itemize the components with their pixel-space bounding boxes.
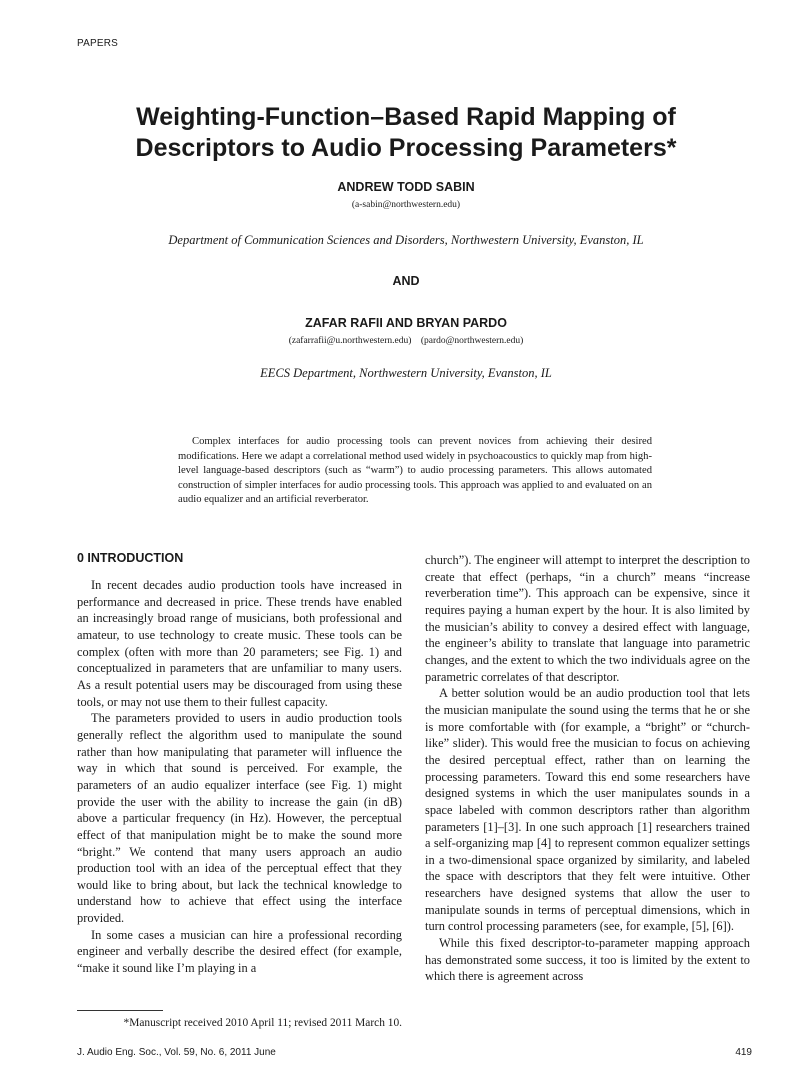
body-paragraph: While this fixed descriptor-to-parameter mapping approach has demonstrated some success, it too is limited by the extent to which there is agreement across [425, 936, 750, 984]
body-paragraph: church”). The engineer will attempt to interpret the description to create that effect (perhaps, “in a church” means “increase reverberation time”). This approach can be expensive, since it requires paying a human expert by the hour. It is also limited by the musician’s ability to convey a desired effect with language, the engineer’s ability to translate that language into parametric changes, and the extent to which the two individuals agree on the parametric correlates of that descriptor. [425, 553, 750, 684]
footnote: *Manuscript received 2010 April 11; revised 2011 March 10. [123, 1017, 402, 1029]
page-number: 419 [735, 1047, 752, 1058]
author-affiliation-1: Department of Communication Sciences and Disorders, Northwestern University, Evanston, IL [168, 233, 644, 247]
right-column [425, 552, 750, 985]
author-names-2: ZAFAR RAFII AND BRYAN PARDO [305, 316, 507, 330]
body-paragraph: A better solution would be an audio production tool that lets the musician manipulate the sound using the terms that he or she is more comfortable with (for example, a “bright” or “church-like” slider). This would free the musician to focus on achieving the desired perceptual effect, rather than on learning the processing parameters. Toward this end some researchers have designed systems in which the user manipulates sounds in a space labeled with common descriptors rather than algorithm parameters [1]–[3]. In one such approach [1] researchers trained a self-organizing map [4] to represent common equalizer settings in a two-dimensional space organized by similarity, and labeled the space with descriptors that they felt were intuitive. Other researchers have designed systems that allow the user to manipulate sounds in terms of perceptual dimensions, which in turn control processing parameters (see, for example, [5], [6]). [425, 686, 750, 934]
journal-citation: J. Audio Eng. Soc., Vol. 59, No. 6, 2011 June [77, 1047, 276, 1058]
body-paragraph: In recent decades audio production tools have increased in performance and decreased in price. These trends have enabled an increasingly broad range of musicians, both professional and amateur, to use technology to create music. These tools can be complex (often with more than 20 parameters; see Fig. 1) and conceptualized in parameters that are unfamiliar to many users. As a result potential users may be discouraged from using these tools, or may not use them to their fullest capacity. [77, 578, 402, 709]
author-affiliation-2: EECS Department, Northwestern University, Evanston, IL [260, 366, 552, 380]
left-column [77, 577, 402, 977]
title-line-2: Descriptors to Audio Processing Parameters* [135, 134, 677, 162]
footnote-rule [77, 1010, 163, 1011]
author-email-1: (a-sabin@northwestern.edu) [351, 200, 461, 210]
section-heading: 0 INTRODUCTION [77, 551, 184, 565]
abstract: Complex interfaces for audio processing tools can prevent novices from achieving their desired modifications. Here we adapt a correlational method used widely in psychoacoustics to quickly map from high-level language-based descriptors (such as “warm”) to audio processing parameters. This allows automated construction of simpler interfaces for audio processing tools. This approach was applied to and evaluated on an audio equalizer and an artificial reverberator. [178, 436, 652, 506]
body-paragraph: The parameters provided to users in audio production tools generally reflect the algorithm used to manipulate the sound rather than how manipulating that parameter will influence the way in which that sound is perceived. For example, the parameters of an audio equalizer interface (see Fig. 1) might provide the user with the ability to increase the gain (in dB) above a particular frequency (in Hz). However, the perceptual effect of that manipulation might be to make the sound more “bright.” We contend that many users approach an audio production tool with an idea of the perceptual effect that they would like to bring about, but lack the technical knowledge to understand how to achieve that effect using the interface provided. [77, 711, 402, 926]
author-name-1: ANDREW TODD SABIN [337, 180, 475, 194]
body-paragraph: In some cases a musician can hire a professional recording engineer and verbally describe the desired effect (for example, “make it sound like I’m playing in a [77, 927, 402, 976]
section-tag: PAPERS [77, 38, 119, 49]
author-emails-2: (zafarrafii@u.northwestern.edu) (pardo@northwestern.edu) [288, 336, 524, 346]
title-line-1: Weighting-Function–Based Rapid Mapping of [136, 103, 676, 131]
and-separator: AND [392, 274, 420, 288]
paper-title [60, 102, 752, 164]
